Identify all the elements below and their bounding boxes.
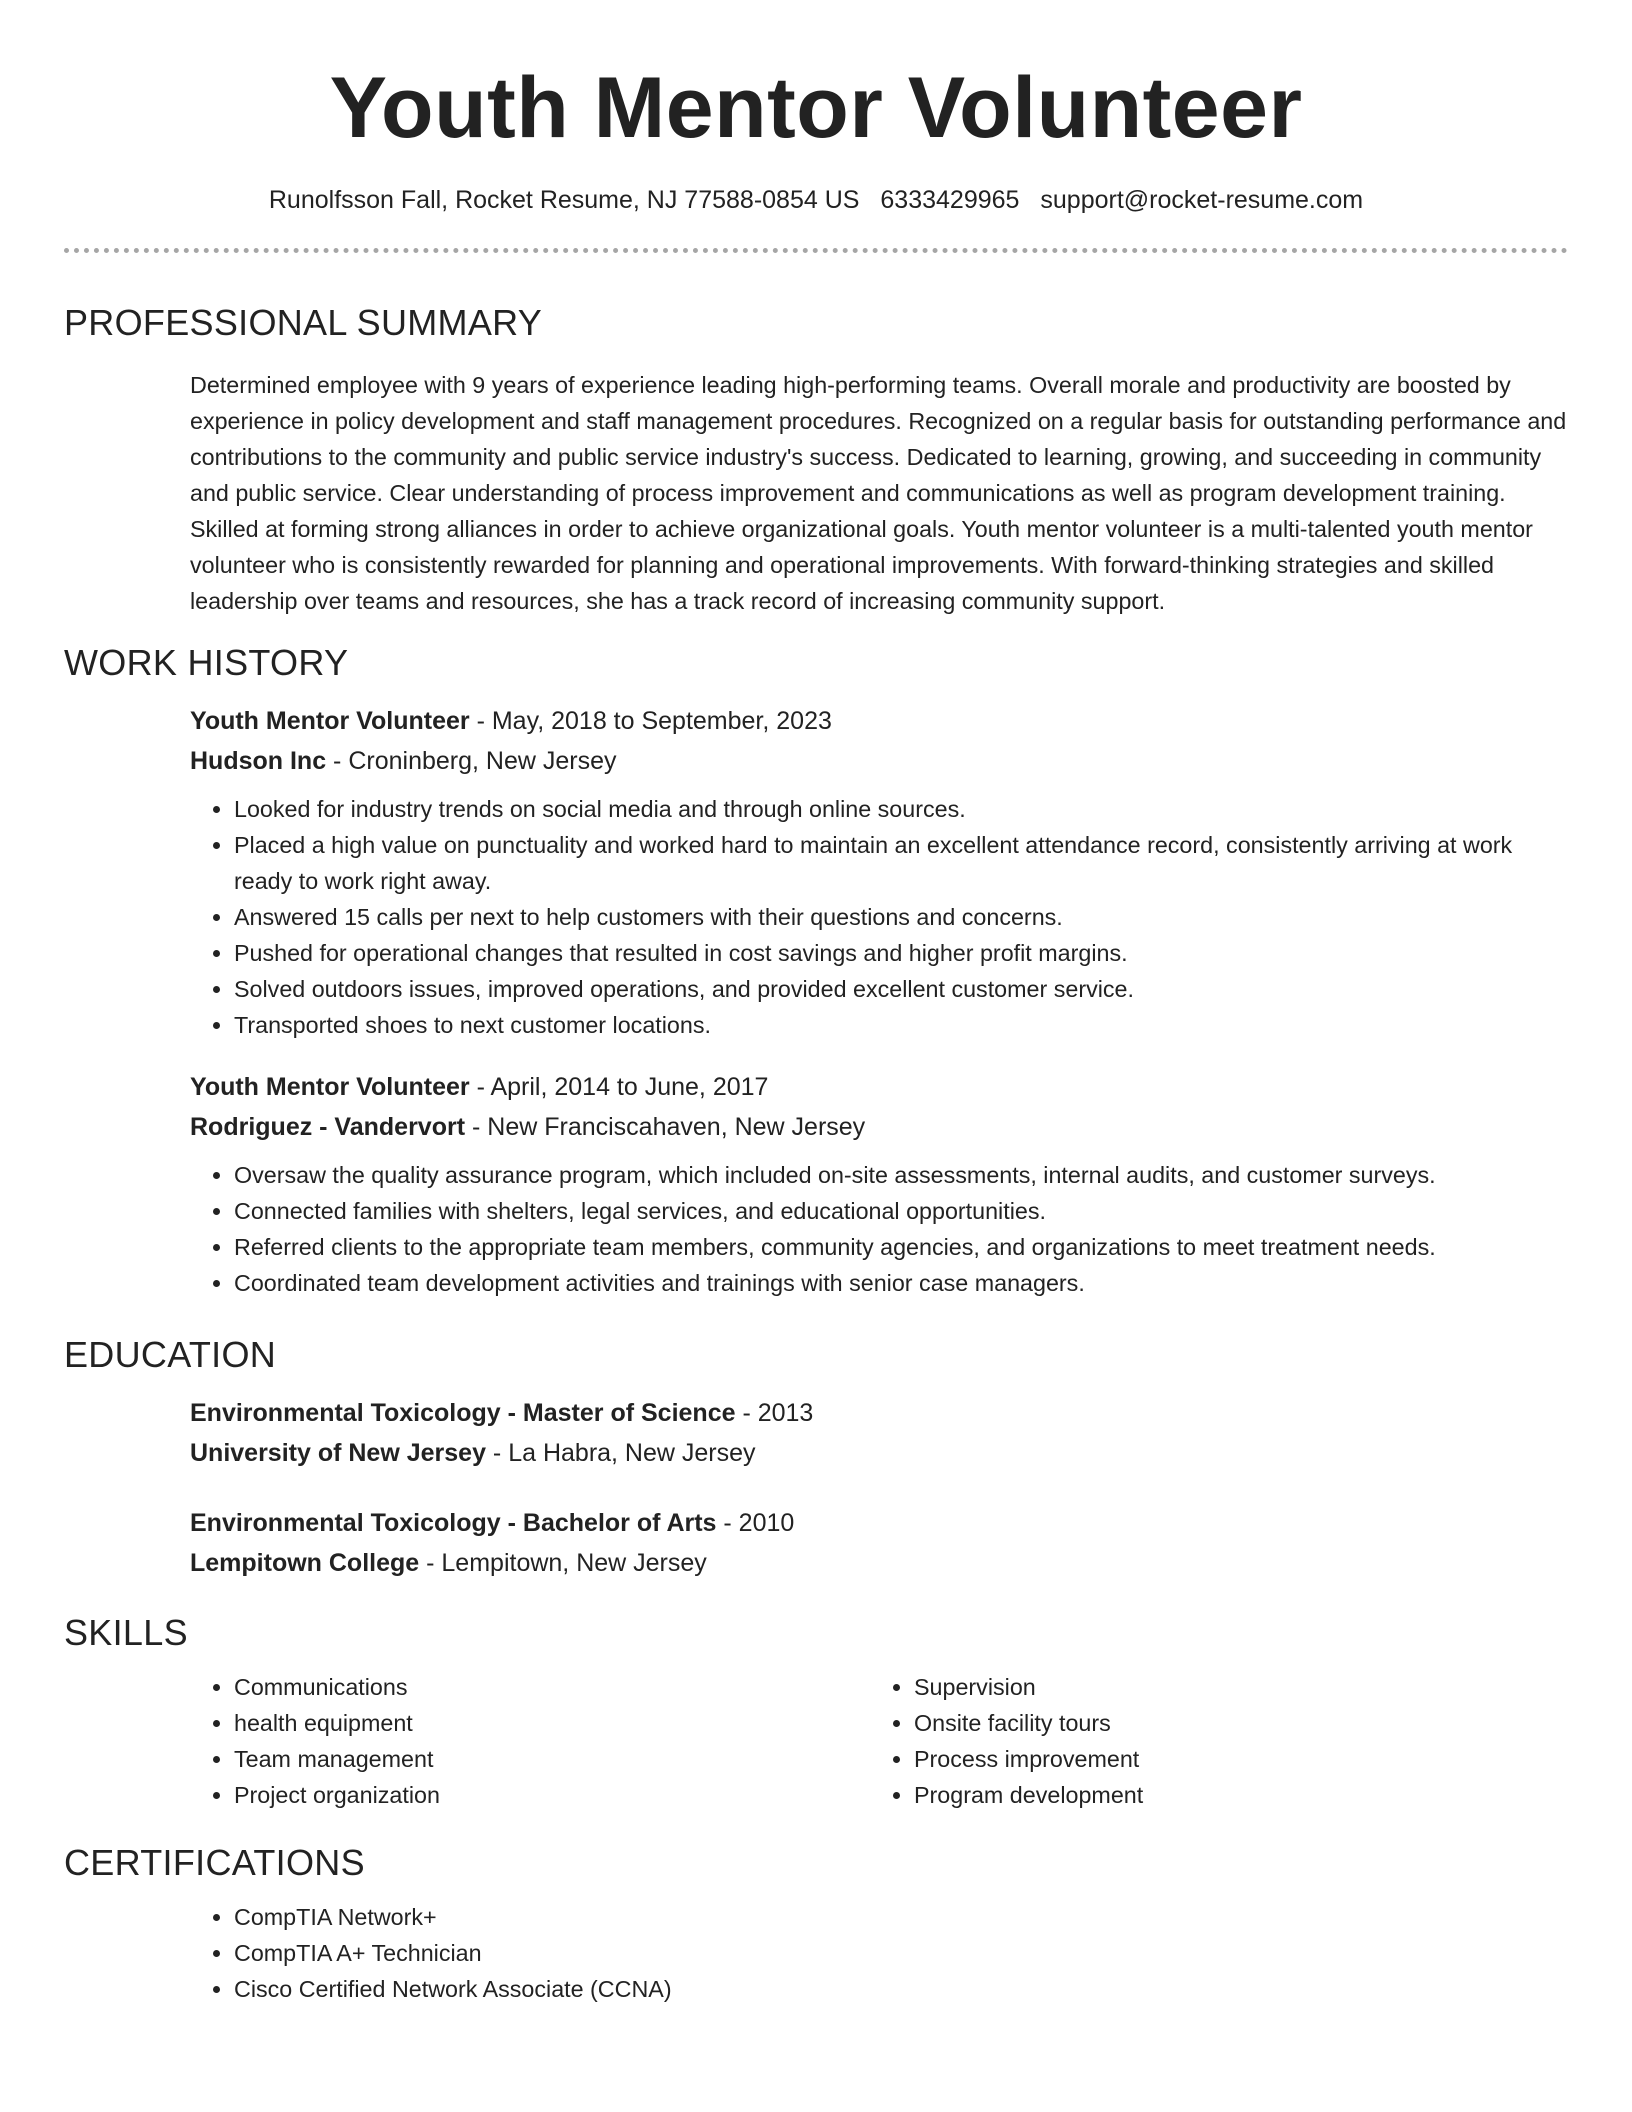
job-location: - New Franciscahaven, New Jersey: [465, 1113, 866, 1141]
job-dates: - May, 2018 to September, 2023: [469, 707, 832, 735]
degree-name: Environmental Toxicology - Master of Science: [190, 1399, 736, 1427]
list-item: • Cisco Certified Network Associate (CCNA): [234, 1971, 1568, 2007]
certifications-heading: CERTIFICATIONS: [64, 1842, 365, 1883]
summary-text: Determined employee with 9 years of experience leading high-performing teams. Overall morale and productivity are boosted by experience in policy development and staff management procedures. Recognized on a regular basis for outstanding performance and contributions to the community and public service industry's success. Dedicated to learning, growing, and succeeding in community and public service. Clear understanding of process improvement and communications as well as program development training. Skilled at forming strong alliances in order to achieve organizational goals. Youth mentor volunteer is a multi-talented youth mentor volunteer who is consistently rewarded for planning and operational improvements. With forward-thinking strategies and skilled leadership over teams and resources, she has a track record of increasing community support.: [190, 372, 1567, 614]
degree-line: [190, 1393, 1568, 1433]
contact-email: support@rocket-resume.com: [1040, 186, 1364, 214]
school-name: Lempitown College: [190, 1549, 420, 1577]
list-item: • Referred clients to the appropriate team members, community agencies, and organizations to meet treatment needs.: [234, 1229, 1568, 1265]
list-item: • Onsite facility tours: [914, 1705, 1550, 1741]
list-item: • CompTIA A+ Technician: [234, 1935, 1568, 1971]
job-bullets: [190, 791, 1568, 1043]
list-item: • Team management: [234, 1741, 870, 1777]
education-entry: [190, 1393, 1568, 1473]
contact-line: [64, 182, 1568, 218]
job-dates: - April, 2014 to June, 2017: [469, 1073, 769, 1101]
job-entry: [190, 1067, 1568, 1301]
job-entry: [190, 701, 1568, 1043]
degree-name: Environmental Toxicology - Bachelor of Arts: [190, 1509, 717, 1537]
certifications-list: [190, 1899, 1568, 2007]
list-item: • Solved outdoors issues, improved operations, and provided excellent customer service.: [234, 971, 1568, 1007]
list-item: • Looked for industry trends on social media and through online sources.: [234, 791, 1568, 827]
skills-grid: [190, 1669, 1568, 1813]
list-item: • Coordinated team development activities and trainings with senior case managers.: [234, 1265, 1568, 1301]
degree-year: - 2010: [716, 1509, 795, 1537]
job-bullets: [190, 1157, 1568, 1301]
skills-list-left: [190, 1669, 870, 1813]
header-divider: [64, 248, 1568, 253]
job-title: Youth Mentor Volunteer: [190, 707, 470, 735]
job-title: Youth Mentor Volunteer: [190, 1073, 470, 1101]
school-name: University of New Jersey: [190, 1439, 486, 1467]
education-entry: [190, 1503, 1568, 1583]
skills-list-right: [870, 1669, 1550, 1813]
job-title-line: [190, 701, 1568, 741]
list-item: • Process improvement: [914, 1741, 1550, 1777]
list-item: • health equipment: [234, 1705, 870, 1741]
work-heading: WORK HISTORY: [64, 642, 349, 683]
contact-address: Runolfsson Fall, Rocket Resume, NJ 77588-0854 US: [268, 186, 860, 214]
job-title-line: [190, 1067, 1568, 1107]
list-item: • Supervision: [914, 1669, 1550, 1705]
summary-heading: PROFESSIONAL SUMMARY: [64, 302, 543, 343]
school-location: - La Habra, New Jersey: [485, 1439, 756, 1467]
summary-section: [64, 299, 1568, 619]
contact-phone: 6333429965: [880, 186, 1020, 214]
list-item: • Transported shoes to next customer locations.: [234, 1007, 1568, 1043]
list-item: • Communications: [234, 1669, 870, 1705]
list-item: • Oversaw the quality assurance program, which included on-site assessments, internal audits, and customer surveys.: [234, 1157, 1568, 1193]
list-item: • CompTIA Network+: [234, 1899, 1568, 1935]
job-company: Rodriguez - Vandervort: [190, 1113, 466, 1141]
job-company: Hudson Inc: [190, 747, 327, 775]
degree-line: [190, 1503, 1568, 1543]
degree-year: - 2013: [735, 1399, 814, 1427]
certifications-section: [64, 1839, 1568, 2007]
school-line: [190, 1543, 1568, 1583]
school-location: - Lempitown, New Jersey: [419, 1549, 707, 1577]
resume-name: Youth Mentor Volunteer: [329, 60, 1303, 156]
list-item: • Placed a high value on punctuality and worked hard to maintain an excellent attendance record, consistently arriving at work ready to work right away.: [234, 827, 1568, 899]
job-company-line: [190, 741, 1568, 781]
work-section: [64, 639, 1568, 1301]
education-heading: EDUCATION: [64, 1334, 277, 1375]
resume-page: [64, 0, 1568, 2007]
job-company-line: [190, 1107, 1568, 1147]
summary-body: [190, 367, 1568, 619]
education-section: [64, 1331, 1568, 1583]
list-item: • Project organization: [234, 1777, 870, 1813]
list-item: • Connected families with shelters, legal services, and educational opportunities.: [234, 1193, 1568, 1229]
job-location: - Croninberg, New Jersey: [326, 747, 617, 775]
school-line: [190, 1433, 1568, 1473]
list-item: • Answered 15 calls per next to help customers with their questions and concerns.: [234, 899, 1568, 935]
skills-heading: SKILLS: [64, 1612, 188, 1653]
list-item: • Program development: [914, 1777, 1550, 1813]
skills-section: [64, 1609, 1568, 1813]
list-item: • Pushed for operational changes that resulted in cost savings and higher profit margins.: [234, 935, 1568, 971]
certifications-body: [190, 1899, 1568, 2007]
